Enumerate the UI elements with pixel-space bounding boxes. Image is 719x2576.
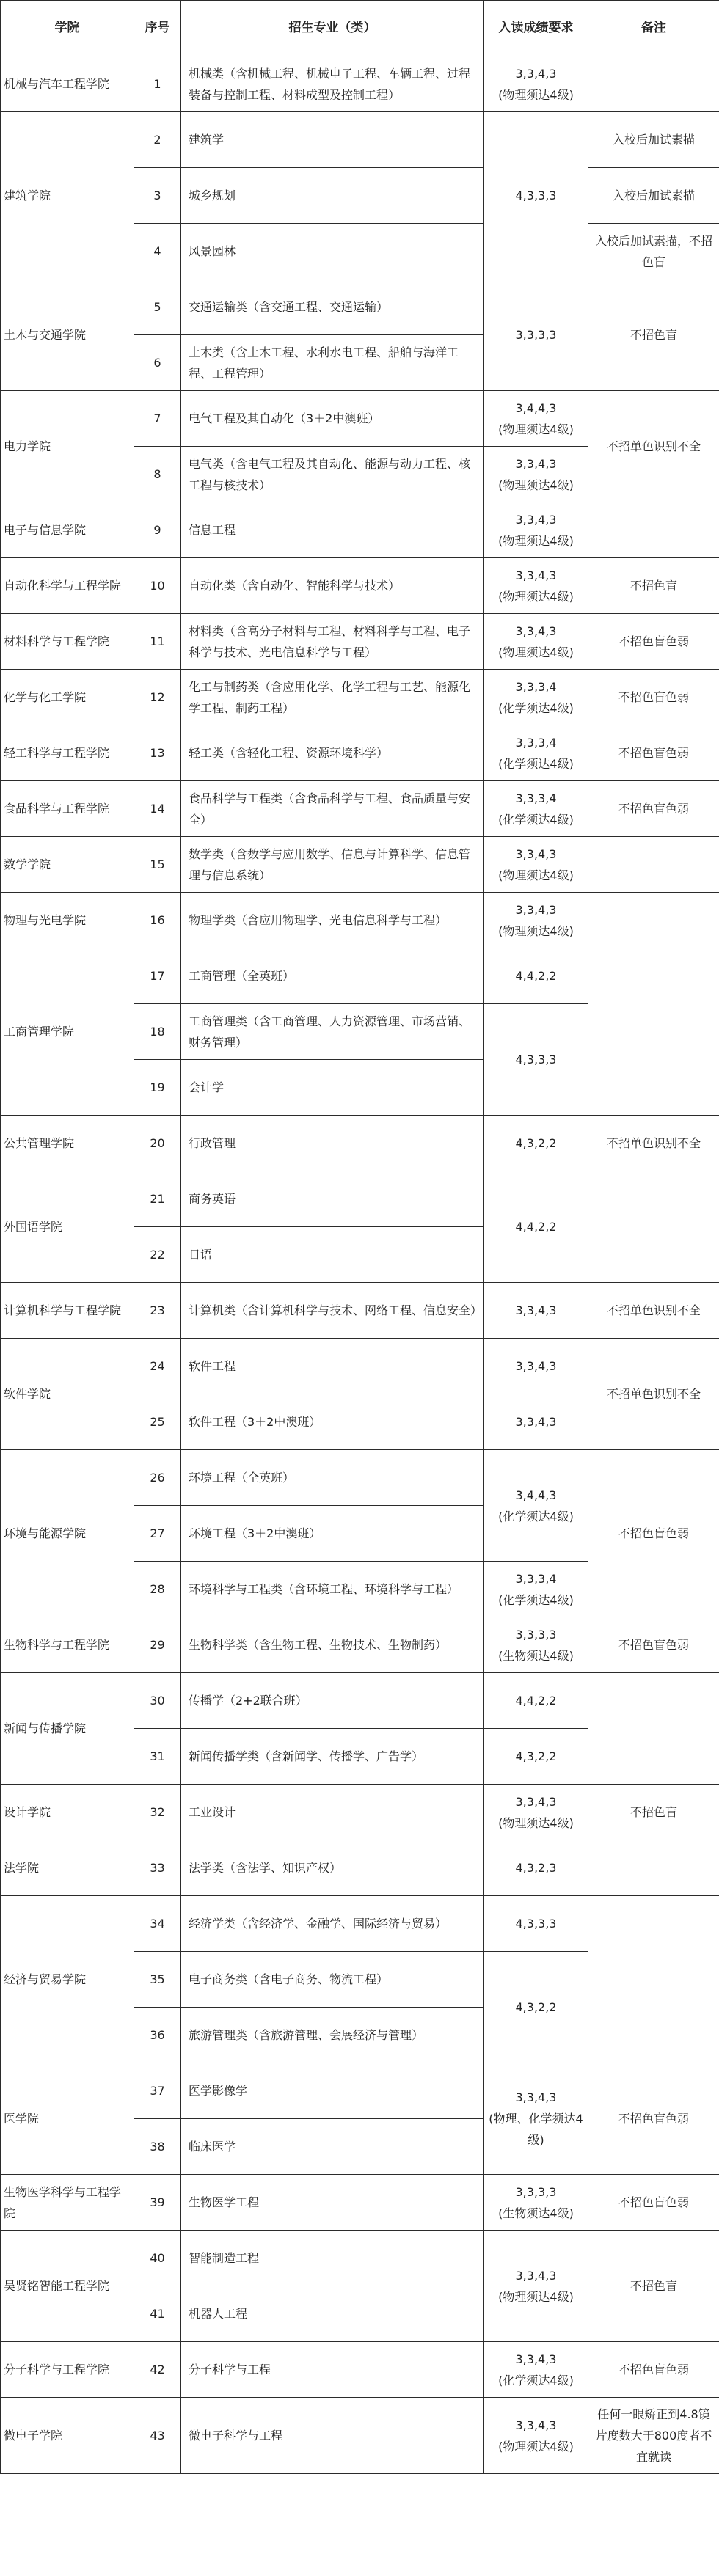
- college-cell: 化学与化工学院: [1, 670, 134, 725]
- table-row: [1, 1171, 719, 1227]
- college-cell: 数学学院: [1, 837, 134, 893]
- note-cell: 不招色盲: [588, 279, 719, 391]
- requirement-cell: 3,3,4,3 (物理须达4级): [484, 502, 588, 558]
- table-row: [1, 2342, 719, 2398]
- college-cell: 医学院: [1, 2063, 134, 2175]
- table-row: [1, 1116, 719, 1171]
- note-cell: [588, 56, 719, 112]
- number-cell: 19: [134, 1060, 181, 1116]
- note-cell: [588, 948, 719, 1116]
- major-cell: 日语: [181, 1227, 484, 1283]
- college-cell: 建筑学院: [1, 112, 134, 279]
- major-cell: 智能制造工程: [181, 2231, 484, 2286]
- note-cell: 不招色盲色弱: [588, 781, 719, 837]
- college-cell: 生物医学科学与工程学院: [1, 2175, 134, 2231]
- requirement-cell: 3,3,4,3: [484, 1283, 588, 1339]
- requirement-cell: 3,3,4,3 (物理须达4级): [484, 2398, 588, 2474]
- major-cell: 机器人工程: [181, 2286, 484, 2342]
- major-cell: 商务英语: [181, 1171, 484, 1227]
- note-cell: [588, 893, 719, 948]
- major-cell: 计算机类（含计算机科学与技术、网络工程、信息安全）: [181, 1283, 484, 1339]
- requirement-cell: 4,3,2,3: [484, 1840, 588, 1896]
- note-cell: 不招色盲色弱: [588, 1617, 719, 1673]
- table-row: [1, 1785, 719, 1840]
- note-cell: [588, 502, 719, 558]
- major-cell: 材料类（含高分子材料与工程、材料科学与工程、电子科学与技术、光电信息科学与工程）: [181, 614, 484, 670]
- major-cell: 轻工类（含轻化工程、资源环境科学）: [181, 725, 484, 781]
- major-cell: 风景园林: [181, 224, 484, 279]
- college-cell: 土木与交通学院: [1, 279, 134, 391]
- number-cell: 2: [134, 112, 181, 168]
- requirement-cell: 3,3,3,4 (化学须达4级): [484, 781, 588, 837]
- requirement-cell: 3,4,4,3 (化学须达4级): [484, 1450, 588, 1562]
- major-cell: 电气工程及其自动化（3＋2中澳班）: [181, 391, 484, 447]
- major-cell: 土木类（含土木工程、水利水电工程、船舶与海洋工程、工程管理）: [181, 335, 484, 391]
- requirement-cell: 3,3,4,3: [484, 1394, 588, 1450]
- number-cell: 17: [134, 948, 181, 1004]
- note-cell: 不招单色识别不全: [588, 391, 719, 502]
- major-cell: 电气类（含电气工程及其自动化、能源与动力工程、核工程与核技术）: [181, 447, 484, 502]
- note-cell: 入校后加试素描，不招色盲: [588, 224, 719, 279]
- number-cell: 31: [134, 1729, 181, 1785]
- number-cell: 16: [134, 893, 181, 948]
- major-cell: 物理学类（含应用物理学、光电信息科学与工程）: [181, 893, 484, 948]
- requirement-cell: 3,3,4,3 (物理须达4级): [484, 837, 588, 893]
- note-cell: 不招单色识别不全: [588, 1283, 719, 1339]
- number-cell: 41: [134, 2286, 181, 2342]
- table-row: [1, 2175, 719, 2231]
- major-cell: 分子科学与工程: [181, 2342, 484, 2398]
- requirement-cell: 3,4,4,3 (物理须达4级): [484, 391, 588, 447]
- note-cell: 不招单色识别不全: [588, 1339, 719, 1450]
- table-row: [1, 558, 719, 614]
- college-cell: 微电子学院: [1, 2398, 134, 2474]
- major-cell: 工商管理（全英班）: [181, 948, 484, 1004]
- note-cell: 不招色盲色弱: [588, 2342, 719, 2398]
- requirement-cell: 3,3,4,3 (物理须达4级): [484, 447, 588, 502]
- major-cell: 环境工程（3＋2中澳班）: [181, 1506, 484, 1562]
- major-cell: 城乡规划: [181, 168, 484, 224]
- requirement-cell: 4,3,3,3: [484, 1004, 588, 1116]
- requirement-cell: 4,3,2,2: [484, 1952, 588, 2063]
- number-cell: 36: [134, 2008, 181, 2063]
- requirement-cell: 3,3,4,3 (物理须达4级): [484, 614, 588, 670]
- header-requirement: 入读成绩要求: [484, 1, 588, 56]
- note-cell: 不招色盲色弱: [588, 1450, 719, 1617]
- number-cell: 35: [134, 1952, 181, 2008]
- college-cell: 轻工科学与工程学院: [1, 725, 134, 781]
- table-row: [1, 1840, 719, 1896]
- college-cell: 软件学院: [1, 1339, 134, 1450]
- number-cell: 8: [134, 447, 181, 502]
- college-cell: 生物科学与工程学院: [1, 1617, 134, 1673]
- major-cell: 软件工程: [181, 1339, 484, 1394]
- table-row: [1, 56, 719, 112]
- major-cell: 自动化类（含自动化、智能科学与技术）: [181, 558, 484, 614]
- requirement-cell: 4,3,3,3: [484, 1896, 588, 1952]
- college-cell: 自动化科学与工程学院: [1, 558, 134, 614]
- number-cell: 1: [134, 56, 181, 112]
- table-row: [1, 725, 719, 781]
- header-college: 学院: [1, 1, 134, 56]
- table-row: [1, 948, 719, 1004]
- header-note: 备注: [588, 1, 719, 56]
- number-cell: 15: [134, 837, 181, 893]
- table-row: [1, 1339, 719, 1394]
- number-cell: 29: [134, 1617, 181, 1673]
- major-cell: 数学类（含数学与应用数学、信息与计算科学、信息管理与信息系统）: [181, 837, 484, 893]
- number-cell: 18: [134, 1004, 181, 1060]
- college-cell: 吴贤铭智能工程学院: [1, 2231, 134, 2342]
- number-cell: 34: [134, 1896, 181, 1952]
- table-row: [1, 502, 719, 558]
- number-cell: 14: [134, 781, 181, 837]
- requirement-cell: 4,3,2,2: [484, 1729, 588, 1785]
- requirement-cell: 3,3,4,3 (化学须达4级): [484, 2342, 588, 2398]
- table-row: [1, 2231, 719, 2286]
- number-cell: 27: [134, 1506, 181, 1562]
- note-cell: 任何一眼矫正到4.8镜片度数大于800度者不宜就读: [588, 2398, 719, 2474]
- note-cell: 入校后加试素描: [588, 168, 719, 224]
- requirement-cell: 4,3,2,2: [484, 1116, 588, 1171]
- major-cell: 信息工程: [181, 502, 484, 558]
- major-cell: 机械类（含机械工程、机械电子工程、车辆工程、过程装备与控制工程、材料成型及控制工程）: [181, 56, 484, 112]
- requirement-cell: 3,3,4,3 (物理、化学须达4级): [484, 2063, 588, 2175]
- header-number: 序号: [134, 1, 181, 56]
- table-row: [1, 670, 719, 725]
- major-cell: 化工与制药类（含应用化学、化学工程与工艺、能源化学工程、制药工程）: [181, 670, 484, 725]
- college-cell: 外国语学院: [1, 1171, 134, 1283]
- major-cell: 工商管理类（含工商管理、人力资源管理、市场营销、财务管理）: [181, 1004, 484, 1060]
- table-row: [1, 279, 719, 335]
- table-row: [1, 1896, 719, 1952]
- note-cell: 不招色盲色弱: [588, 670, 719, 725]
- major-cell: 旅游管理类（含旅游管理、会展经济与管理）: [181, 2008, 484, 2063]
- major-cell: 交通运输类（含交通工程、交通运输）: [181, 279, 484, 335]
- table-row: [1, 2063, 719, 2119]
- major-cell: 经济学类（含经济学、金融学、国际经济与贸易）: [181, 1896, 484, 1952]
- note-cell: [588, 1896, 719, 2063]
- number-cell: 10: [134, 558, 181, 614]
- table-header-row: [1, 1, 719, 56]
- note-cell: 不招单色识别不全: [588, 1116, 719, 1171]
- requirement-cell: 4,3,3,3: [484, 112, 588, 279]
- note-cell: [588, 1673, 719, 1785]
- note-cell: 不招色盲色弱: [588, 2175, 719, 2231]
- major-cell: 行政管理: [181, 1116, 484, 1171]
- major-cell: 工业设计: [181, 1785, 484, 1840]
- table-row: [1, 1450, 719, 1506]
- note-cell: 不招色盲色弱: [588, 2063, 719, 2175]
- major-cell: 电子商务类（含电子商务、物流工程）: [181, 1952, 484, 2008]
- number-cell: 3: [134, 168, 181, 224]
- number-cell: 9: [134, 502, 181, 558]
- note-cell: 不招色盲色弱: [588, 725, 719, 781]
- major-cell: 微电子科学与工程: [181, 2398, 484, 2474]
- table-row: [1, 112, 719, 168]
- table-row: [1, 391, 719, 447]
- note-cell: 不招色盲: [588, 2231, 719, 2342]
- requirement-cell: 4,4,2,2: [484, 948, 588, 1004]
- number-cell: 22: [134, 1227, 181, 1283]
- header-major: 招生专业（类）: [181, 1, 484, 56]
- college-cell: 物理与光电学院: [1, 893, 134, 948]
- college-cell: 分子科学与工程学院: [1, 2342, 134, 2398]
- requirement-cell: 4,4,2,2: [484, 1673, 588, 1729]
- table-row: [1, 837, 719, 893]
- requirement-cell: 4,4,2,2: [484, 1171, 588, 1283]
- number-cell: 38: [134, 2119, 181, 2175]
- table-row: [1, 1283, 719, 1339]
- major-cell: 环境工程（全英班）: [181, 1450, 484, 1506]
- number-cell: 26: [134, 1450, 181, 1506]
- number-cell: 12: [134, 670, 181, 725]
- note-cell: [588, 1840, 719, 1896]
- note-cell: [588, 1171, 719, 1283]
- number-cell: 32: [134, 1785, 181, 1840]
- number-cell: 39: [134, 2175, 181, 2231]
- major-cell: 新闻传播学类（含新闻学、传播学、广告学）: [181, 1729, 484, 1785]
- requirement-cell: 3,3,3,3 (生物须达4级): [484, 1617, 588, 1673]
- requirement-cell: 3,3,4,3 (物理须达4级): [484, 56, 588, 112]
- number-cell: 23: [134, 1283, 181, 1339]
- number-cell: 33: [134, 1840, 181, 1896]
- number-cell: 5: [134, 279, 181, 335]
- college-cell: 工商管理学院: [1, 948, 134, 1116]
- major-cell: 临床医学: [181, 2119, 484, 2175]
- table-row: [1, 614, 719, 670]
- table-row: [1, 2398, 719, 2474]
- note-cell: 不招色盲: [588, 1785, 719, 1840]
- college-cell: 计算机科学与工程学院: [1, 1283, 134, 1339]
- college-cell: 法学院: [1, 1840, 134, 1896]
- major-cell: 传播学（2+2联合班）: [181, 1673, 484, 1729]
- table-body: [1, 56, 719, 2474]
- requirement-cell: 3,3,3,4 (化学须达4级): [484, 1562, 588, 1617]
- number-cell: 30: [134, 1673, 181, 1729]
- requirement-cell: 3,3,4,3 (物理须达4级): [484, 893, 588, 948]
- requirement-cell: 3,3,4,3 (物理须达4级): [484, 2231, 588, 2342]
- college-cell: 机械与汽车工程学院: [1, 56, 134, 112]
- college-cell: 电子与信息学院: [1, 502, 134, 558]
- major-cell: 食品科学与工程类（含食品科学与工程、食品质量与安全）: [181, 781, 484, 837]
- table-row: [1, 781, 719, 837]
- college-cell: 食品科学与工程学院: [1, 781, 134, 837]
- number-cell: 7: [134, 391, 181, 447]
- requirement-cell: 3,3,3,3 (生物须达4级): [484, 2175, 588, 2231]
- note-cell: 入校后加试素描: [588, 112, 719, 168]
- college-cell: 设计学院: [1, 1785, 134, 1840]
- table-row: [1, 1617, 719, 1673]
- major-cell: 软件工程（3＋2中澳班）: [181, 1394, 484, 1450]
- requirement-cell: 3,3,3,4 (化学须达4级): [484, 725, 588, 781]
- number-cell: 24: [134, 1339, 181, 1394]
- major-cell: 法学类（含法学、知识产权）: [181, 1840, 484, 1896]
- requirement-cell: 3,3,4,3: [484, 1339, 588, 1394]
- note-cell: [588, 837, 719, 893]
- number-cell: 21: [134, 1171, 181, 1227]
- number-cell: 11: [134, 614, 181, 670]
- major-cell: 生物科学类（含生物工程、生物技术、生物制药）: [181, 1617, 484, 1673]
- college-cell: 电力学院: [1, 391, 134, 502]
- number-cell: 40: [134, 2231, 181, 2286]
- number-cell: 6: [134, 335, 181, 391]
- major-cell: 建筑学: [181, 112, 484, 168]
- table-row: [1, 893, 719, 948]
- college-cell: 公共管理学院: [1, 1116, 134, 1171]
- note-cell: 不招色盲色弱: [588, 614, 719, 670]
- number-cell: 37: [134, 2063, 181, 2119]
- number-cell: 20: [134, 1116, 181, 1171]
- requirement-cell: 3,3,4,3 (物理须达4级): [484, 558, 588, 614]
- number-cell: 13: [134, 725, 181, 781]
- requirement-cell: 3,3,4,3 (物理须达4级): [484, 1785, 588, 1840]
- requirement-cell: 3,3,3,4 (化学须达4级): [484, 670, 588, 725]
- college-cell: 环境与能源学院: [1, 1450, 134, 1617]
- major-cell: 生物医学工程: [181, 2175, 484, 2231]
- number-cell: 42: [134, 2342, 181, 2398]
- major-cell: 会计学: [181, 1060, 484, 1116]
- number-cell: 28: [134, 1562, 181, 1617]
- note-cell: 不招色盲: [588, 558, 719, 614]
- number-cell: 4: [134, 224, 181, 279]
- college-cell: 经济与贸易学院: [1, 1896, 134, 2063]
- college-cell: 新闻与传播学院: [1, 1673, 134, 1785]
- number-cell: 25: [134, 1394, 181, 1450]
- major-cell: 环境科学与工程类（含环境工程、环境科学与工程）: [181, 1562, 484, 1617]
- college-cell: 材料科学与工程学院: [1, 614, 134, 670]
- requirement-cell: 3,3,3,3: [484, 279, 588, 391]
- number-cell: 43: [134, 2398, 181, 2474]
- table-row: [1, 1673, 719, 1729]
- major-cell: 医学影像学: [181, 2063, 484, 2119]
